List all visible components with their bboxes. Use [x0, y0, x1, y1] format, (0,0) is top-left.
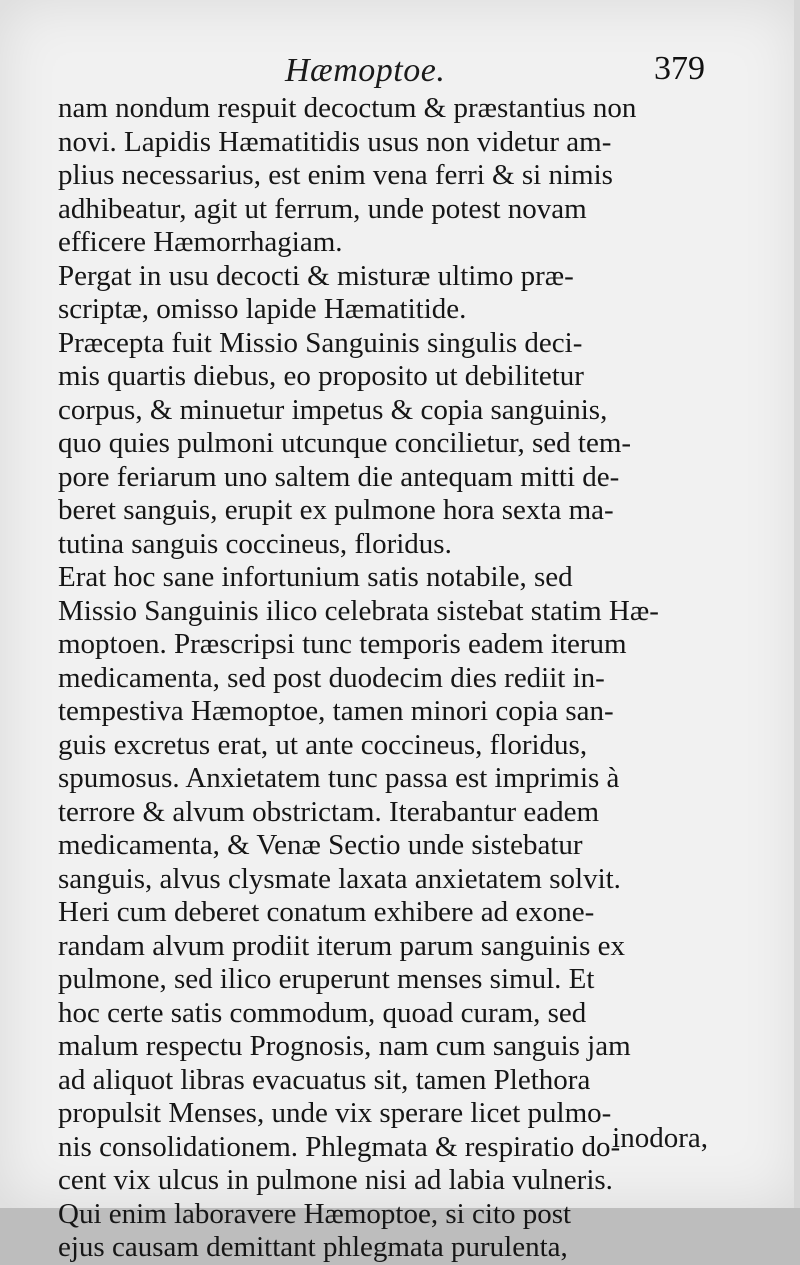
body-text [58, 92, 710, 1265]
text-line: quo quies pulmoni utcunque concilietur, sed tem- [58, 427, 632, 459]
text-line: mis quartis diebus, eo proposito ut debilitetur [58, 360, 584, 392]
text-line: pulmone, sed ilico eruperunt menses simul. Et [58, 963, 595, 995]
text-line: moptoen. Præscripsi tunc temporis eadem iterum [58, 628, 627, 660]
catchword: inodora, [612, 1122, 708, 1154]
text-line: Erat hoc sane infortunium satis notabile, sed [58, 561, 573, 593]
text-line: ejus causam demittant phlegmata purulenta, [58, 1231, 568, 1263]
text-line: sanguis, alvus clysmate laxata anxietatem solvit. [58, 862, 621, 895]
text-line: corpus, & minuetur impetus & copia sanguinis, [58, 393, 608, 426]
running-title: Hæmoptoe. [285, 52, 446, 89]
text-line: spumosus. Anxietatem tunc passa est imprimis à [58, 762, 620, 794]
text-line: novi. Lapidis Hæmatitidis usus non videtur am- [58, 125, 612, 158]
page-number: 379 [654, 50, 705, 87]
text-line: scriptæ, omisso lapide Hæmatitide. [58, 293, 467, 325]
text-line: terrore & alvum obstrictam. Iterabantur eadem [58, 795, 600, 828]
text-line: randam alvum prodiit iterum parum sanguinis ex [58, 929, 625, 962]
text-line: medicamenta, & Venæ Sectio unde sistebatur [58, 829, 583, 861]
text-line: plius necessarius, est enim vena ferri & si nimis [58, 159, 613, 191]
text-line: nam nondum respuit decoctum & præstantius non [58, 92, 637, 124]
text-line: guis excretus erat, ut ante coccineus, floridus, [58, 728, 588, 761]
text-line: propulsit Menses, unde vix sperare licet pulmo- [58, 1097, 612, 1129]
text-line: Præcepta fuit Missio Sanguinis singulis deci- [58, 326, 583, 359]
page-edge [794, 0, 800, 1208]
page-header [55, 48, 715, 98]
text-line: tempestiva Hæmoptoe, tamen minori copia san- [58, 695, 614, 727]
text-line: efficere Hæmorrhagiam. [58, 226, 343, 258]
text-line: Missio Sanguinis ilico celebrata sistebat statim Hæ- [58, 594, 659, 627]
text-line: Qui enim laboravere Hæmoptoe, si cito post [58, 1197, 572, 1230]
text-line: beret sanguis, erupit ex pulmone hora sexta ma- [58, 494, 614, 526]
text-line: hoc certe satis commodum, quoad curam, sed [58, 996, 587, 1029]
text-line: ad aliquot libras evacuatus sit, tamen Plethora [58, 1063, 591, 1096]
text-line: Pergat in usu decocti & misturæ ultimo præ- [58, 259, 574, 292]
text-line: pore feriarum uno saltem die antequam mitti de- [58, 460, 620, 493]
text-line: malum respectu Prognosis, nam cum sanguis jam [58, 1030, 631, 1062]
text-line: nis consolidationem. Phlegmata & respiratio do- [58, 1130, 621, 1163]
text-line: Heri cum deberet conatum exhibere ad exone- [58, 896, 595, 928]
text-line: adhibeatur, agit ut ferrum, unde potest novam [58, 192, 587, 225]
text-line: tutina sanguis coccineus, floridus. [58, 527, 452, 560]
text-line: cent vix ulcus in pulmone nisi ad labia vulneris. [58, 1164, 613, 1196]
text-line: medicamenta, sed post duodecim dies rediit in- [58, 661, 605, 694]
